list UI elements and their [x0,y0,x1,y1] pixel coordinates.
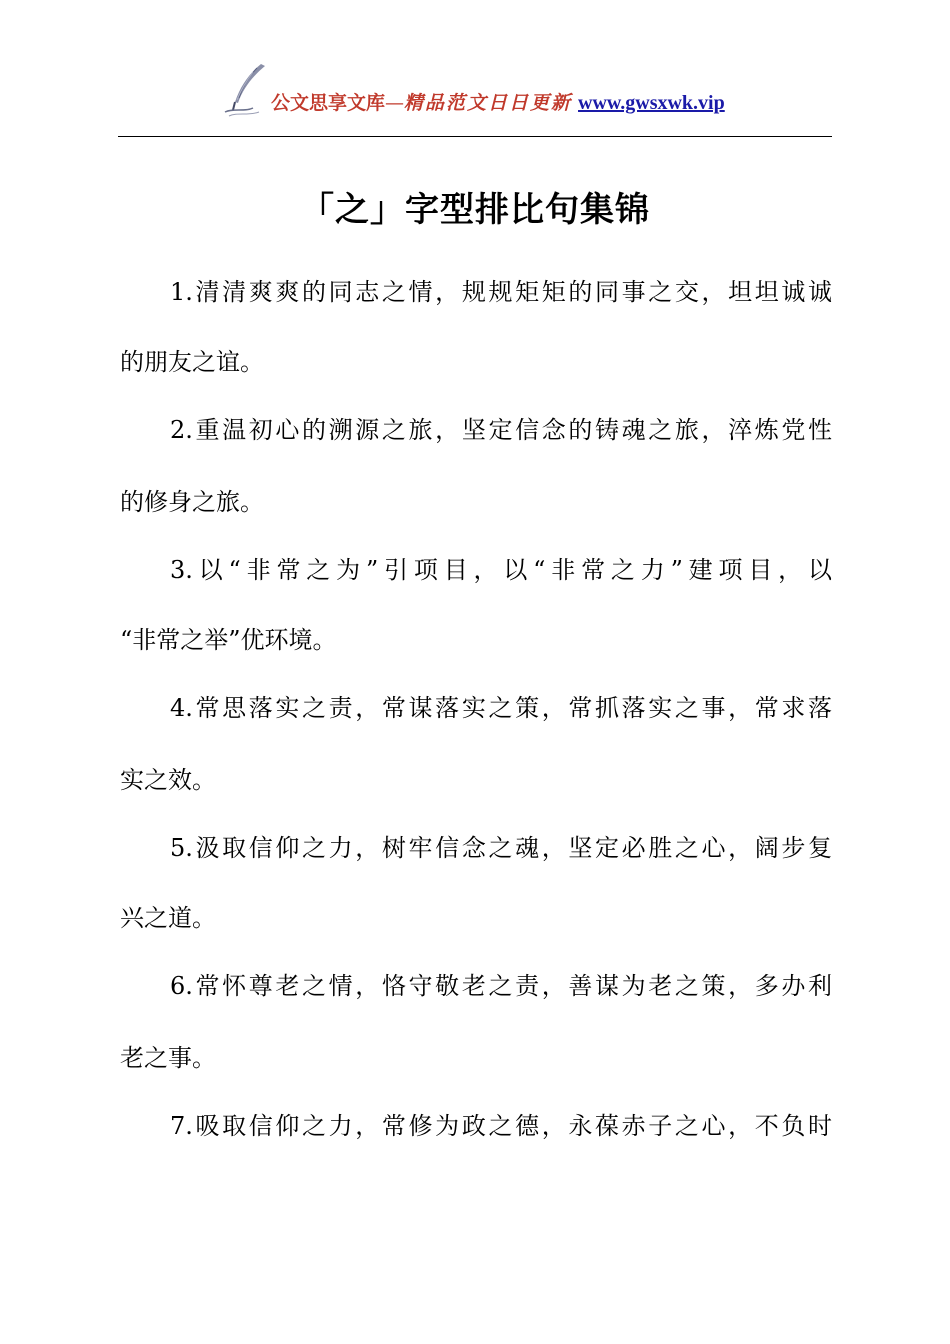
paragraph-5-line-1: 5.汲取信仰之力，树牢信念之魂，坚定必胜之心，阔步复 [170,834,832,862]
paragraph-4-line-2: 实之效。 [120,766,216,794]
paragraph-6-line-2: 老之事。 [120,1044,216,1072]
paragraph-5-line-2: 兴之道。 [120,904,216,932]
paragraph-4-line-1: 4.常思落实之责，常谋落实之策，常抓落实之事，常求落 [170,694,832,722]
paragraph-3-line-1: 3.以“非常之为”引项目，以“非常之力”建项目，以 [170,556,832,584]
paragraph-6-line-1: 6.常怀尊老之情，恪守敬老之责，善谋为老之策，多办利 [170,972,832,1000]
paragraph-3-line-2: “非常之举”优环境。 [120,626,337,654]
header-banner [271,90,725,116]
paragraph-1-line-1: 1.清清爽爽的同志之情，规规矩矩的同事之交，坦坦诚诚 [170,278,832,306]
header-slogan: 精品范文日日更新 [404,92,573,114]
header-divider [118,136,832,137]
paragraph-1-line-2: 的朋友之谊。 [120,348,264,376]
page-header [118,60,832,138]
header-url-link[interactable]: www.gwsxwk.vip [578,92,725,114]
paragraph-2-line-1: 2.重温初心的溯源之旅，坚定信念的铸魂之旅，淬炼党性 [170,416,832,444]
brand-name: 公文思享文库 [271,92,386,114]
header-separator: — [385,92,405,114]
document-title: 「之」字型排比句集锦 [300,190,650,230]
quill-pen-logo-icon [223,62,271,118]
paragraph-2-line-2: 的修身之旅。 [120,488,264,516]
paragraph-7-line-1: 7.吸取信仰之力，常修为政之德，永葆赤子之心，不负时 [170,1112,832,1140]
